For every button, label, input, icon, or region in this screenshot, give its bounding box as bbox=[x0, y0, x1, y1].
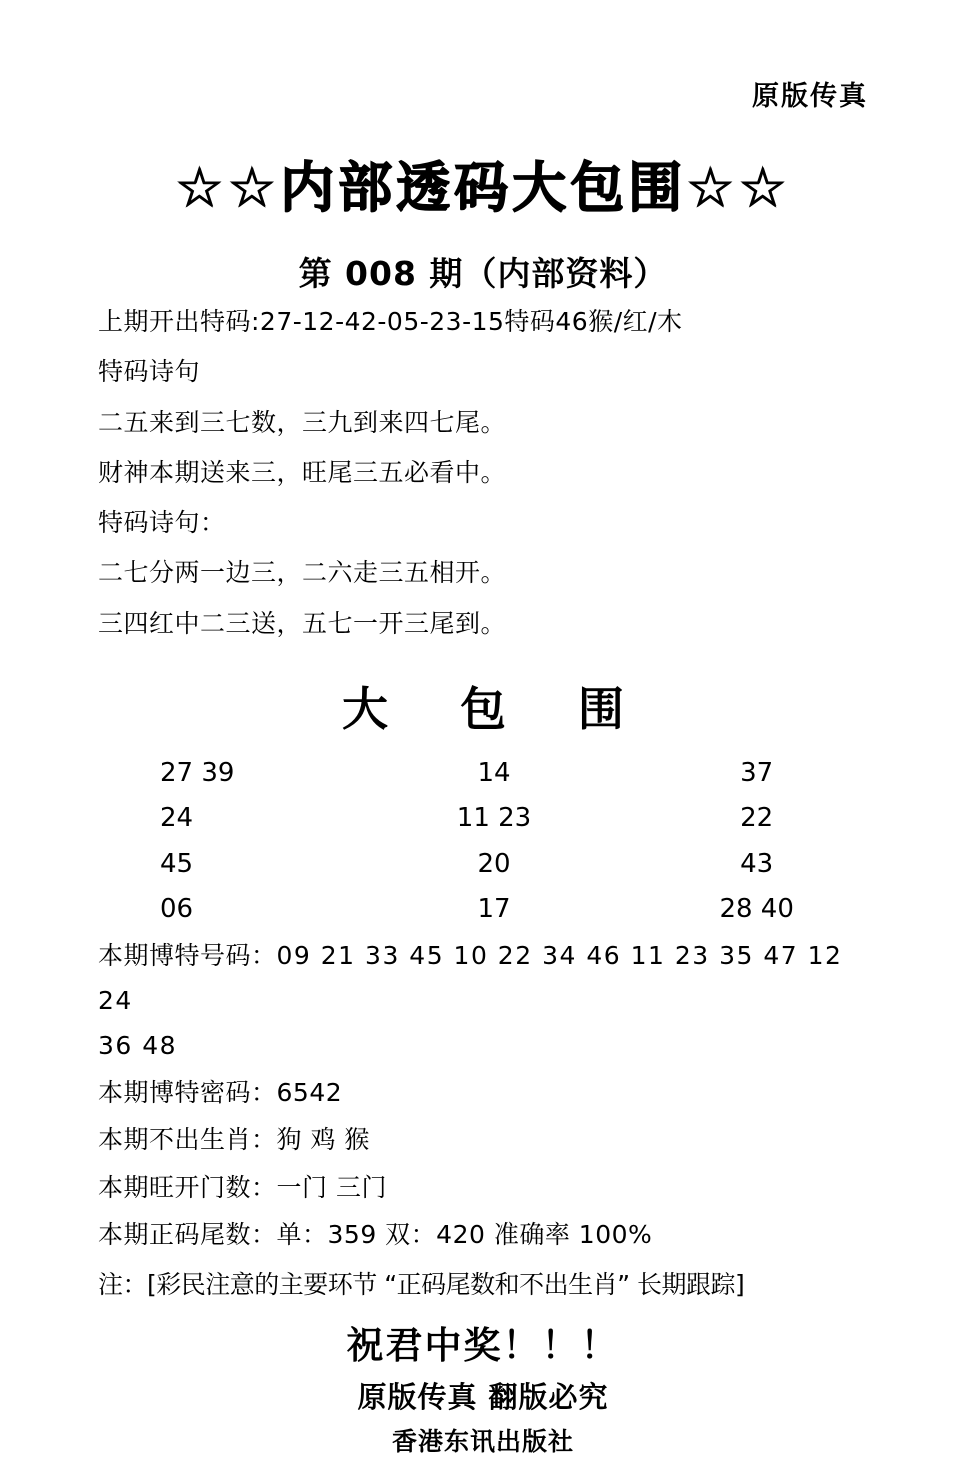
number-cell: 37 bbox=[740, 757, 774, 788]
bote-numbers-values: 09 21 33 45 10 22 34 46 11 23 35 47 12 24 bbox=[98, 940, 843, 1015]
number-cell: 14 bbox=[477, 757, 511, 788]
gate-label: 本期旺开门数： bbox=[98, 1172, 277, 1202]
number-cell: 27 39 bbox=[160, 757, 235, 788]
big-package-title: 大 包 围 bbox=[341, 681, 653, 736]
tail-number-value: 单：359 双：420 准确率 100% bbox=[276, 1220, 653, 1250]
bote-numbers-line bbox=[98, 933, 868, 1023]
bote-numbers-values-cont: 36 48 bbox=[98, 1030, 178, 1060]
poem1-line2: 财神本期送来三，旺尾三五必看中。 bbox=[98, 457, 507, 487]
copyright-line: 原版传真 翻版必究 bbox=[357, 1379, 609, 1414]
wish-line: 祝君中奖！！！ bbox=[346, 1323, 620, 1367]
number-cell: 17 bbox=[477, 894, 511, 925]
number-cell: 06 bbox=[160, 894, 194, 925]
bote-numbers-label: 本期博特号码： bbox=[98, 940, 277, 970]
number-cell: 11 23 bbox=[456, 803, 532, 834]
big-package-number-grid bbox=[98, 751, 868, 933]
publisher-line: 香港东讯出版社 bbox=[391, 1426, 574, 1456]
secret-code-value: 6542 bbox=[276, 1077, 343, 1107]
number-row bbox=[98, 796, 868, 842]
gate-line bbox=[98, 1165, 868, 1211]
poem2-heading: 特码诗句： bbox=[98, 508, 226, 537]
issue-number: 第 008 期（内部资料） bbox=[298, 254, 668, 293]
tail-number-line bbox=[98, 1212, 868, 1258]
number-row bbox=[98, 842, 868, 888]
note-line: 注：[彩民注意的主要环节 “正码尾数和不出生肖” 长期跟踪] bbox=[98, 1269, 745, 1299]
page-title: ☆☆内部透码大包围☆☆ bbox=[175, 156, 791, 219]
previous-draw-line: 上期开出特码:27-12-42-05-23-15特码46猴/红/木 bbox=[98, 307, 683, 336]
number-cell: 22 bbox=[740, 803, 774, 834]
number-cell: 43 bbox=[740, 848, 774, 879]
poem1-line1: 二五来到三七数，三九到来四七尾。 bbox=[98, 407, 507, 437]
number-row bbox=[98, 751, 868, 797]
poem2-line2: 三四红中二三送，五七一开三尾到。 bbox=[98, 608, 507, 638]
number-row bbox=[98, 887, 868, 933]
number-cell: 28 40 bbox=[719, 894, 794, 925]
tail-number-label: 本期正码尾数： bbox=[98, 1220, 277, 1250]
poem2-line1: 二七分两一边三，二六走三五相开。 bbox=[98, 558, 507, 588]
no-zodiac-value: 狗 鸡 猴 bbox=[276, 1125, 370, 1155]
no-zodiac-line bbox=[98, 1117, 868, 1163]
poem1-heading: 特码诗句 bbox=[98, 357, 201, 387]
number-cell: 20 bbox=[477, 848, 511, 879]
number-cell: 24 bbox=[160, 803, 194, 834]
no-zodiac-label: 本期不出生肖： bbox=[98, 1125, 277, 1155]
secret-code-line bbox=[98, 1070, 868, 1116]
number-cell: 45 bbox=[160, 848, 194, 879]
secret-code-label: 本期博特密码： bbox=[98, 1077, 277, 1107]
corner-note: 原版传真 bbox=[752, 81, 868, 112]
gate-value: 一门 三门 bbox=[276, 1172, 387, 1202]
